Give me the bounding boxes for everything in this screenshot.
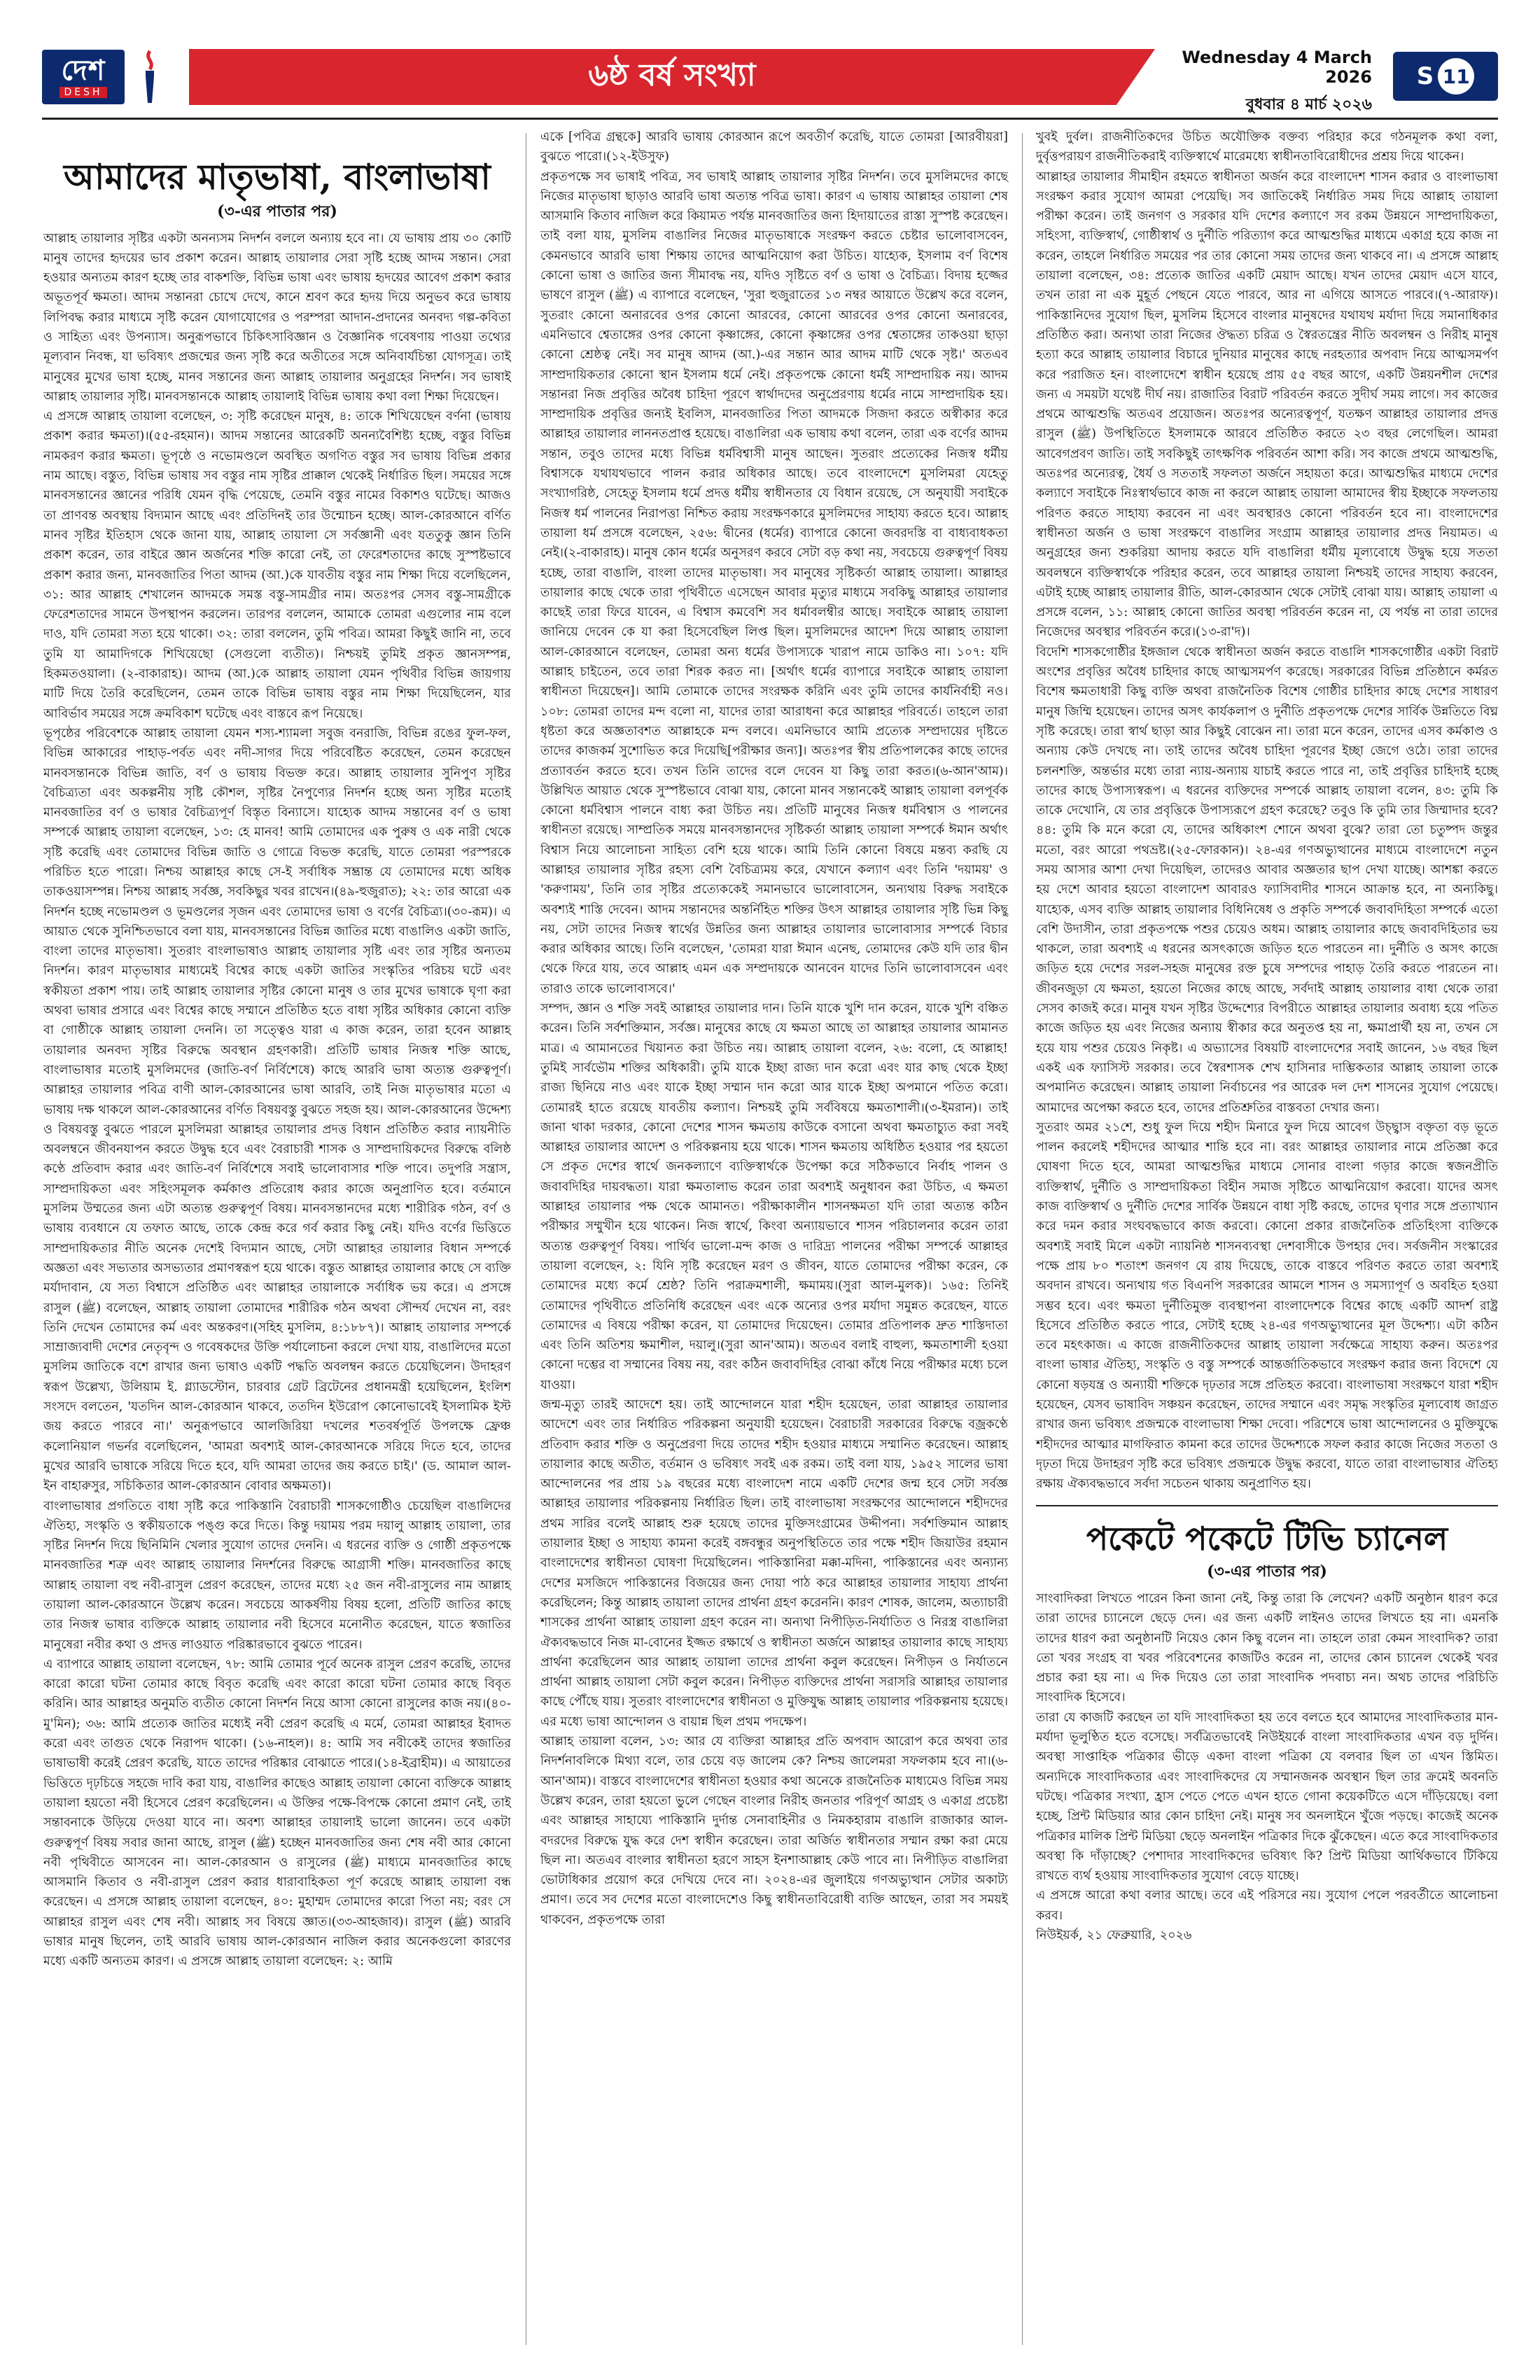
masthead: [42, 46, 1498, 113]
paragraph: এ প্রসঙ্গে আল্লাহ তায়ালা বলেছেন, ৩: সৃষ্টি করেছেন মানুষ, ৪: তাকে শিখিয়েছেন বর্ণনা (ভাষায় প্রকাশ করার ক্ষমতা)।(৫৫-রহমান)। আদম সন্তানের আরেকটি অনন্যবৈশিষ্ট্য হচ্ছে, বস্তুর বিভিন্ন নামকরণ করার ক্ষমতা। ভূপৃষ্ঠে ও নভোমণ্ডলে অবস্থিত অগণিত বস্তুর সব ভাষায় বিভিন্ন প্রকার নাম আছে। বস্তুত, বিভিন্ন ভাষায় সব বস্তুর নাম সৃষ্টির প্রাক্কাল থেকেই নির্ধারিত ছিল। সময়ের সঙ্গে মানবসন্তানের জ্ঞানের পরিধি যেমন বৃদ্ধি পেয়েছে, তেমনি বস্তুর নামের বিকাশও ঘটেছে। আজও তা প্রাণবন্ত অবস্থায় বিদ্যমান আছে এবং প্রতিদিনই তার উন্মোচন হচ্ছে। আল-কোরআনে বর্ণিত মানব সৃষ্টির ইতিহাস থেকে জানা যায়, আল্লাহ তায়ালা সে সর্বজ্ঞানী এবং যততুকু জ্ঞান তিনি প্রকাশ করেন, তার বাইরে জ্ঞান অর্জনের শক্তি কারো নেই, তা ফেরেশতাদের কাছে সুস্পষ্টভাবে প্রকাশ করার জন্য, মানবজাতির পিতা আদম (আ.)কে যাবতীয় বস্তুর নাম শিক্ষা দিয়ে বলেছিলেন, ৩১: আর আল্লাহ শেখালেন আদমকে সমস্ত বস্তু-সামগ্রীর নাম। অতঃপর সেসব বস্তু-সামগ্রীকে ফেরেশতাদের সামনে উপস্থাপন করলেন। তারপর বললেন, আমাকে তোমরা এগুলোর নাম বলে দাও, যদি তোমরা সত্য হয়ে থাকো। ৩২: তারা বললেন, তুমি পবিত্র। আমরা কিছুই জানি না, তবে তুমি যা আমাদিগকে শিখিয়েছো (সেগুলো ব্যতীত)। নিশ্চয়ই তুমিই প্রকৃত জ্ঞানসম্পন্ন, হিকমতওয়ালা। (২-বাকারাহ)। আদম (আ.)কে আল্লাহ তায়ালা যেমন পৃথিবীর বিভিন্ন জায়গায় মাটি দিয়ে তৈরি করেছিলেন, তেমন তাকে বিভিন্ন ভাষায় বস্তুর নাম শিক্ষা দিয়েছিলেন, যার আবির্ভাব সময়ের সঙ্গে ক্রমবিকাশ ঘটেছে এবং বাস্তবে রূপ নিয়েছে।: [43, 410, 511, 721]
dateline: [1162, 48, 1372, 118]
second-article-headline: পকেটে পকেটে টিভি চ্যানেল: [1086, 1520, 1448, 1558]
column-1: [43, 127, 511, 1972]
paragraph: একে [পবিত্র গ্রন্থকে] আরবি ভাষায় কোরআন রূপে অবতীর্ণ করেছি, যাতে তোমরা [আরবীয়রা] বুঝতে পারো।(১২-ইউসুফ): [540, 130, 1008, 164]
article-dateline: নিউইয়র্ক, ২১ ফেব্রুয়ারি, ২০২৬: [1036, 1928, 1192, 1943]
column-divider: [1022, 133, 1023, 2345]
paragraph: আল্লাহ তায়ালা বলেন, ১৩: আর যে ব্যক্তিরা আল্লাহর প্রতি অপবাদ আরোপ করে অথবা তার নিদর্শনাবলিকে মিথ্যা বলে, তার চেয়ে বড় জালেম কে? নিশ্চয় জালেমরা সফলকাম হবে না।(৬-আন'আম)। বাস্তবে বাংলাদেশের স্বাধীনতা হওয়ার কথা অনেকে রাজনৈতিক মাধ্যমেও বিভিন্ন সময় উল্লেখ করেন, তারা হয়তো ভুলে গেছেন বাংলার নিরীহ জনতার পরিপূর্ণ আগ্রহ ও একাগ্র প্রচেষ্টা এবং আল্লাহর সাহায্যে পাকিস্তানি দুর্দান্ত সেনাবাহিনীর ও নিমকহারাম বাঙালি রাজাকার আল-বদরদের বিরুদ্ধে যুদ্ধ করে দেশ স্বাধীন করেছেন। তারা অর্জিত স্বাধীনতার সম্মান রক্ষা করা মেয়ে ছিল না। অতএব বাংলার স্বাধীনতা হরণে সাহস ইনশাআল্লাহ কেউ পাবে না। নিপীড়িত বাঙালিরা ভোটাধিকার প্রয়োগ করে দেখিয়ে দেবে না। ২০২৪-এর জুলাইয়ে গণঅভ্যুত্থান সেটার অকাট্য প্রমাণ। তবে সব দেশের মতো বাংলাদেশেও কিছু স্বাধীনতাবিরোধী ব্যক্তি আছেন, তারা সব সময়ই থাকবেন, প্রকৃতপক্ষে তারা: [540, 1735, 1008, 1927]
article-separator: [1036, 1505, 1498, 1506]
paragraph: বিদেশি শাসকগোষ্ঠীর ইঙ্গজাল থেকে স্বাধীনতা অর্জন করতে বাঙালি শাসকগোষ্ঠীর একটা বিরাট অংশের প্রবৃত্তির অবৈধ চাহিদার কাছে আত্মসমর্পণ করেছে। সরকারের বিভিন্ন প্রতিষ্ঠানে কর্মরত বিশেষ ক্ষমতাধারী কিছু ব্যক্তি অথবা রাজনৈতিক বিশেষ গোষ্ঠীর চাহিদার কাছে দেশের সাধারণ মানুষ জিম্মি হয়েছেন। তাদের অসৎ কার্যকলাপ ও দুর্নীতি প্রকৃতপক্ষে দেশের সার্বিক উন্নতিতে বিঘ্ন সৃষ্টি করেছে। তারা স্বার্থ ছাড়া আর কিছুই বোঝেন না। তারা মনে করেন, তাদের এসব কর্মকাণ্ড ও অন্যায় কেউ দেখছে না। তাই তাদের অবৈধ চাহিদা পূরণের ইচ্ছা জেগে ওঠে। তারা তাদের চলনশক্তি, অন্তর্ভার মধ্যে তারা ন্যায়-অন্যায় যাচাই করতে পারে না, তাই প্রবৃত্তির চাহিদাই হচ্ছে তাদের কাছে উপাস্যস্বরূপ। এ ধরনের ব্যক্তিদের সম্পর্কে আল্লাহ তায়ালা বলেন, ৪৩: তুমি কি তাকে দেখোনি, যে তার প্রবৃত্তিকে উপাস্যরূপে গ্রহণ করেছে? তবুও কি তুমি তার জিম্মাদার হবে? ৪৪: তুমি কি মনে করো যে, তাদের অধিকাংশ শোনে অথবা বুঝে? তারা তো চতুষ্পদ জন্তুর মতো, বরং আরো পথভ্রষ্ট।(২৫-ফোরকান)। ২৪-এর গণঅভ্যুত্থানের মাধ্যমে বাংলাদেশে নতুন সময় আসার আশা দেখা দিয়েছিল, তাদেরও আবার অজ্ঞতার ছাপ দেখা যাচ্ছে। আশঙ্কা করতে হয় দেশে আবার হয়তো বাংলাদেশ আবারও ফ্যাসিবাদীর শাসনে আক্রান্ত হবে, না অন্যকিছু। যাহ্যেক, এসব ব্যক্তি আল্লাহ তায়ালার বিধিনিষেধ ও প্রকৃতি সম্পর্কে জবাবদিহিতা সম্পর্কে এতো বেশি উদাসীন, তারা প্রকৃতপক্ষে পশুর চেয়েও অধম। আল্লাহ তায়ালার কাছে জবাবদিহিতার ভয় থাকলে, তারা অবশ্যই এ ধরনের অসৎকাজে জড়িত হতে পারতেন না। দুর্নীতি ও অসৎ কাজে জড়িত হয়ে দেশের সরল-সহজ মানুষের রক্ত চুষে সম্পদের পাহাড় তৈরি করতে পারতেন না। জীবনজুড়া যে ক্ষমতা, হয়তো নিজের কাছে আছে, সর্বদাই আল্লাহ তায়ালার বাধা থেকে তারা সেসব কাজই করে। মানুষ যখন সৃষ্টির উদ্দেশ্যের বিপরীতে আল্লাহর তায়ালার অবাধ্য হয়ে পতিত কাজে জড়িত হয় এবং নিজের অন্যায় স্বীকার করে অনুতপ্ত হয় না, ক্ষমাপ্রার্থী হয় না, তখন সে হয়ে যায় পশুর চেয়েও নিকৃষ্ট। এ অভ্যাসের বিষয়টি বাংলাদেশের সবাই জানেন, ১৬ বছর ছিল একই এক ফ্যাসিস্ট সরকার। তবে স্বৈরশাসক শেখ হাসিনার দাম্ভিকতার আল্লাহ তায়ালা তাকে অপমানিত করেছেন। আল্লাহ তায়ালা নির্বাচনের পর আরেক দল দেশ শাসনের সুযোগ পেয়েছে। আমাদের অপেক্ষা করতে হবে, তাদের প্রতিশ্রুতির বাস্তবতা দেখার জন্য।: [1036, 645, 1498, 1115]
paragraph: খুবই দুর্বল। রাজনীতিকদের উচিত অযৌক্তিক বক্তব্য পরিহার করে গঠনমূলক কথা বলা, দুর্বৃত্তপরায়ণ রাজনীতিকরাই ব্যক্তিস্বার্থে মারেমধ্যে স্বাধীনতাবিরোধীদের প্রশ্রয় দিয়ে থাকেন।: [1036, 130, 1498, 164]
page-number: 11: [1438, 58, 1474, 94]
page-number-badge: [1393, 52, 1498, 101]
paragraph: সম্পদ, জ্ঞান ও শক্তি সবই আল্লাহর তায়ালার দান। তিনি যাকে খুশি দান করেন, যাকে খুশি বঞ্চিত করেন। তিনি সর্বশক্তিমান, সর্বজ্ঞ। মানুষের কাছে যে ক্ষমতা আছে তা আল্লাহর তায়ালার আমানত মাত্র। এ আমানতের খিয়ানত করা উচিত নয়। আল্লাহ তায়ালা বলেন, ২৬: বলো, হে আল্লাহ! তুমিই সার্বভৌম শক্তির অধিকারী। তুমি যাকে ইচ্ছা রাজ্য দান করো এবং যার কাছ থেকে ইচ্ছা রাজ্য ছিনিয়ে নাও এবং যাকে ইচ্ছা সম্মান দান করো আর যাকে ইচ্ছা অপমানে পতিত করো। তোমারই হাতে রয়েছে যাবতীয় কল্যাণ। নিশ্চয়ই তুমি সর্ববিষয়ে ক্ষমতাশালী।(৩-ইমরান)। তাই জানা থাকা দরকার, কোনো দেশের শাসন ক্ষমতায় কাউকে বসানো অথবা ক্ষমতাচ্যুত করা সবই আল্লাহর তায়ালার আদেশ ও পরিকল্পনায় হয়ে থাকে। শাসন ক্ষমতায় অধিষ্ঠিত হওয়ার পর হয়তো সে প্রকৃত দেশের স্বার্থে জনকল্যাণে ব্যক্তিস্বার্থকে উপেক্ষা করে সঠিকভাবে নির্বাহ পালন ও জবাবদিহির দায়বদ্ধতা। যারা ক্ষমতালাভ করেন তারা অবশ্যই অনুধাবন করা উচিত, এ ক্ষমতা আল্লাহর তায়ালার পক্ষ থেকে আমানত। পরীক্ষাকালীন শাসনক্ষমতা যদি তারা অত্যন্ত কঠিন পরীক্ষার সম্মুখীন হয়ে থাকেন। নিজ স্বার্থে, কিংবা অন্যায়ভাবে শাসন পরিচালনার করেন তারা অত্যন্ত গুরুত্বপূর্ণ বিষয়। পার্থিব ভালো-মন্দ কাজ ও দারিদ্র্য পালনের পরীক্ষা সম্পর্কে আল্লাহর তায়ালা বলেছেন, ২: যিনি সৃষ্টি করেছেন মরণ ও জীবন, যাতে তোমাদের পরীক্ষা করেন, কে তোমাদের মধ্যে কর্মে শ্রেষ্ঠ? তিনি পরাক্রমশালী, ক্ষমাময়।(সুরা আল-মুলক)। ১৬৫: তিনিই তোমাদের পৃথিবীতে প্রতিনিধি করেছেন এবং একে অন্যের ওপর মর্যাদা সমুন্নত করেছেন, যাতে তোমাদের এ বিষয়ে পরীক্ষা করেন, যা তোমাদের দিয়েছেন। তোমার প্রতিপালক দ্রুত শাস্তিদাতা এবং তিনি অতিশয় ক্ষমাশীল, দয়ালু।(সুরা আন'আম)। অতএব বলাই বাহুল্য, ক্ষমতাশালী হওয়া কোনো দম্ভের বা সম্মানের বিষয় নয়, বরং কঠিন জবাবদিহির বোঝা কাঁধে নিয়ে পরীক্ষার মধ্যে চলে যাওয়া।: [540, 1002, 1008, 1392]
logo: [42, 46, 182, 108]
paragraph: আল্লাহর তায়ালার সীমাহীন রহমতে স্বাধীনতা অর্জন করে বাংলাদেশ শাসন করার ও বাংলাভাষা সংরক্ষণ করার সুযোগ আমরা পেয়েছি। সব জাতিকেই নির্ধারিত সময় দিয়ে আল্লাহ তায়ালা পরীক্ষা করেন। তাই জনগণ ও সরকার যদি দেশের কল্যাণে সব রকম উন্নয়নে সাম্প্রদায়িকতা, সহিংসা, ব্যক্তিস্বার্থ, গোষ্ঠীস্বার্থ ও দুর্নীতি পরিত্যাগ করে আত্মশুদ্ধির মাধ্যমে একাগ্র হয়ে কাজ না করেন, তাহলে নির্ধারিত সময়ের পর তার কোনো সময় তাদের জন্য থাকবে না। এ প্রসঙ্গে আল্লাহ তায়ালা বলেছেন, ৩৪: প্রত্যেক জাতির একটি মেয়াদ আছে। যখন তাদের মেয়াদ এসে যাবে, তখন তারা না এক মুহূর্ত পেছনে যেতে পারবে, আর না এগিয়ে আসতে পারবে।(৭-আরাফ)। পাকিস্তানিদের সুযোগ ছিল, মুসলিম হিসেবে বাংলার মানুষদের যথাযথ মর্যাদা দিয়ে সমানাধিকার প্রতিষ্ঠিত করা। অন্যথা তারা নিজের ঔদ্ধত্য চরিত্র ও স্বৈরতন্ত্রের নীতি অবলম্বন ও নিরীহ মানুষ হত্যা করে আল্লাহ তায়ালার বিচারে দুনিয়ার মানুষের কাছে নরহত্যার অপবাদ নিয়ে আত্মসমর্পণ করে পরাজিত হন। বাংলাদেশে স্বাধীন হয়েছে প্রায় ৫৫ বছর আগে, একটি উন্নয়নশীল দেশের জন্য এ সময়টা যথেষ্ট দীর্ঘ নয়। রাজাতির বিরাট পরিবর্তন করতে সুদীর্ঘ সময় লাগে। সব কাজের প্রথমে আত্মশুদ্ধি অতএব প্রয়োজন। অতঃপর অন্যেরত্বপূর্ণ, যতক্ষণ আল্লাহর তায়ালার প্রদত্ত রাসুল (ﷺ) উপস্থিতিতে ইসলামকে আরবে প্রতিষ্ঠিত করতে ২৩ বছর লেগেছিল। আমরা আবেগপ্রবণ জাতি। তাই সবকিছুই তাৎক্ষণিক পরিবর্তন আশা করি। সব কাজে প্রথমে আত্মশুদ্ধি, অতঃপর অন্যেরত্ব, ধৈর্য ও সততাই সফলতা অর্জনে সহায়তা করে। আত্মশুদ্ধির মাধ্যমে দেশের কল্যাণে সবাইকে নিঃস্বার্থভাবে কাজ না করলে আল্লাহ তায়ালা আমাদের স্বীয় ইচ্ছাকে সফলতায় পরিণত করতে সাহায্য করবেন না এবং অবস্থারও কোনো পরিবর্তন হবে না। বাংলাদেশের স্বাধীনতা অর্জন ও ভাষা সংরক্ষণে বাঙালির সংগ্রাম আল্লাহর তায়ালার প্রদত্ত নিয়ামত। এ অনুগ্রহের জন্য শুকরিয়া আদায় করতে যদি বাঙালিরা ধর্মীয় মূল্যবোধে উদ্বুদ্ধ হয়ে সততা অবলম্বনে ব্যক্তিস্বার্থকে পরিহার করেন, তবে আল্লাহর তায়ালা নিশ্চয়ই তাদের সাহায্য করবেন, এটাই হচ্ছে আল্লাহ তায়ালার রীতি, আল-কোরআন থেকে সেটাই বোঝা যায়। আল্লাহ তায়ালা এ প্রসঙ্গে বলেন, ১১: আল্লাহ কোনো জাতির অবস্থা পরিবর্তন করেন না, যে পর্যন্ত না তারা তাদের নিজেদের অবস্থার পরিবর্তন করে।(১৩-রা'দ)।: [1036, 169, 1498, 640]
issue-banner: [189, 49, 1155, 105]
column-2: [540, 127, 1008, 1930]
paragraph: তারা যে কাজটি করছেন তা যদি সাংবাদিকতা হয় তবে বলতে হবে আমাদের সাংবাদিকতার মান-মর্যাদা ভূলুণ্ঠিত হতে বসেছে। সর্বত্রিতভাবেই নিউইয়র্কে বাংলা সাংবাদিকতার এখন বড় দুর্দিন। অবস্থা সাপ্তাহিক পত্রিকার ভীড়ে একদা বাংলা পত্রিকা যে বলবার ছিল তা এখন স্তিমিত। অন্যদিকে সাংবাদিকতার এবং সাংবাদিকদের যে সম্মানজনক অবস্থান ছিল তার ক্রমেই অবনতি ঘটছে। পত্রিকার সংখ্যা, হ্রাস পেতে পেতে এখন হাতে গোনা কয়েকটিতে এসে দাঁড়িয়েছে। বলা হচ্ছে, প্রিন্ট মিডিয়ার আর কোন চাহিদা নেই। মানুষ সব অনলাইনে খুঁজে পড়ছে। কাজেই অনেক পত্রিকার মালিক প্রিন্ট মিডিয়া ছেড়ে অনলাইন পত্রিকার দিকে ঝুঁকেছেন। এতে করে সাংবাদিকতার অবস্থা কি দাঁড়াচ্ছে? পেশাদার সাংবাদিকদের ভবিষ্যৎ কি? প্রিন্ট মিডিয়া আর্থিকভাবে টিকিয়ে রাখতে ব্যর্থ হওয়ায় সাংবাদিকতার সুযোগ বেড়ে যাচ্ছে।: [1036, 1710, 1498, 1884]
logo-wordmark: দেশ: [61, 54, 106, 87]
paragraph: সুতরাং অমর ২১শে, শুধু ফুল দিয়ে শহীদ মিনারে ফুল দিয়ে আবেগ উচ্ছ্বাস বক্তৃতা বড় ভূতে পালন করলেই শহীদদের আত্মার শান্তি হবে না। বরং আল্লাহর তায়ালার নামে প্রতিজ্ঞা করে ঘোষণা দিতে হবে, আমরা আত্মশুদ্ধির মাধ্যমে সোনার বাংলা গড়ার কাজে স্বজনপ্রীতি ব্যক্তিস্বার্থ, দুর্নীতি ও সাম্প্রদায়িকতা বিহীন সমাজ সৃষ্টিতে আত্মনিয়োগ করবো। যাদের অসৎ কাজ ব্যক্তিস্বার্থ ও দুর্নীতি দেশের সার্বিক উন্নয়নে বাধা সৃষ্টি করছে, তাদের ঘৃণার সঙ্গে প্রত্যাখ্যান করে দমন করার সংঘবদ্ধভাবে কাজ করবো। কোনো প্রকার রাজনৈতিক প্রতিহিংসা ব্যক্তিকে অবশ্যই সবাই মিলে একটা ন্যায়নিষ্ঠ শাসনব্যবস্থা দেশবাসীকে উপহার দেব। সর্বজনীন সংস্কারের পক্ষে প্রায় ৮০ শতাংশ জনগণ যে রায় দিয়েছে, তাকে বাস্তবে পরিণত করতে তারা অবশ্যই অবদান রাখবে। অন্যথায় গত বিএনপি সরকারের আমলে শাসন ও সমস্যাপূর্ণ ও অবহিত হওয়া সম্ভব হবে। এবং ক্ষমতা দুর্নীতিমুক্ত ব্যবস্থাপনা বাংলাদেশকে বিশ্বের কাছে একটি আদর্শ রাষ্ট্র হিসেবে প্রতিষ্ঠিত করতে পারে, সেটাই হচ্ছে ২৪-এর গণঅভ্যুত্থানের মূল উদ্দেশ্য। এটা কঠিন তবে মহৎকাজ। এ কাজে রাজনীতিকদের আল্লাহ তায়ালা সর্বক্ষেত্রে সাহায্য করুন। অতঃপর বাংলা ভাষার ঐতিহ্য, সংস্কৃতি ও বস্তু সম্পর্কে আন্তর্জাতিকভাবে সংরক্ষণ করার জন্য বিদেশে যে কোনো ষড়যন্ত্র ও অন্যায়ী শক্তিকে দৃঢ়তার সঙ্গে প্রতিহত করবো। বাংলাভাষা সংরক্ষণে যারা শহীদ হয়েছেন, যেসব ভাষাবিদ সঞ্চয়ন করেছেন, তাদের সম্মানে এবং সমৃদ্ধ সংস্কৃতির মূল্যবোধ জাগ্রত রাখার জন্য ভবিষ্যৎ প্রজন্মকে বাংলাভাষা শিক্ষা দেবো। পরিশেষে ভাষা আন্দোলনের ও মুক্তিযুদ্ধে শহীদদের আত্মার মাগফিরাত কামনা করে তাদের উদ্দেশ্যকে সফল করার কাজে নিজের সততা ও দৃঢ়তা দিয়ে উদাহরণ সৃষ্টি করে ভবিষ্যৎ প্রজন্মকে উদ্বুদ্ধ করবো, যাতে তারা বাংলাভাষার ঐতিহ্য রক্ষায় ঐক্যবদ্ধভাবে সর্বদা সচেতন থাকায় অনুপ্রাণিত হয়।: [1036, 1120, 1498, 1492]
torch-icon: [130, 48, 169, 106]
date-bangla: বুধবার ৪ মার্চ ২০২৬: [1245, 96, 1372, 113]
logo-subtitle: DESH: [59, 87, 106, 98]
paragraph: এ ব্যাপারে আল্লাহ তায়ালা বলেছেন, ৭৮: আমি তোমার পূর্বে অনেক রাসুল প্রেরণ করেছি, তাদের কারো কারো ঘটনা তোমার কাছে বিবৃত করেছি এবং কারো কারো ঘটনা তোমার কাছে বিবৃত করিনি। আর আল্লাহর অনুমতি ব্যতীত কোনো নিদর্শন নিয়ে আসা কোনো রাসুলের কাজ নয়।(৪০-মু'মিন); ৩৬: আমি প্রত্যেক জাতির মধ্যেই নবী প্রেরণ করেছি এ মর্মে, তোমরা আল্লাহর ইবাদত করো এবং তাগুত থেকে নিরাপদ থাকো। (১৬-নাহল)। ৪: আমি সব নবীকেই তাদের স্বজাতির ভাষাভাষী করেই প্রেরণ করেছি, যাতে তাদের পরিষ্কার বোঝাতে পারে।(১৪-ইব্রাহীম)। এ আয়াতের ভিত্তিতে দৃঢ়চিত্তে সহজে দাবি করা যায়, বাঙালির কাছেও আল্লাহ তায়ালা কোনো ব্যক্তিকে আল্লাহ তায়ালা হয়তো নবী হিসেবে প্রেরণ করেছিলেন। এ উক্তির পক্ষে-বিপক্ষে কোনো প্রমাণ নেই, তাই সন্তাবনাকে উড়িয়ে দেওয়া যাবে না। অবশ্য আল্লাহর তায়ালাই ভালো জানেন। তবে একটা গুরুত্বপূর্ণ বিষয় সবার জানা আছে, রাসুল (ﷺ) হচ্ছেন মানবজাতির জন্য শেষ নবী আর কোনো নবী পৃথিবীতে আসবেন না। আল-কোরআন ও রাসুলের (ﷺ) মাধ্যমে মানবজাতির কাছে আসমানি কিতাব ও নবী-রাসুল প্রেরণ করার ধারাবাহিকতা পূর্ণ করেছে আল্লাহ তায়ালা বন্ধ করেছেন। এ প্রসঙ্গে আল্লাহ তায়ালা বলেছেন, ৪০: মুহাম্মদ তোমাদের কারো পিতা নয়; বরং সে আল্লাহর রাসুল এবং শেষ নবী। আল্লাহ সব বিষয়ে জ্ঞাত।(৩৩-আহজাব)। রাসুল (ﷺ) আরবি ভাষার মানুষ ছিলেন, তাই আরবি ভাষায় আল-কোরআন নাজিল করার অনেকগুলো কারণের মধ্যে একটি অন্যতম কারণ। এ প্রসঙ্গে আল্লাহ তায়ালা বলেছেন: ২: আমি: [43, 1657, 511, 1969]
date-english: Wednesday 4 March 2026: [1182, 48, 1372, 87]
logo-box: [42, 50, 125, 104]
paragraph: সাংবাদিকরা লিখতে পারেন কিনা জানা নেই, কিন্তু তারা কি লেখেন? একটি অনুষ্ঠান ধারণ করে তারা তাদের চ্যানেলে ছেড়ে দেন। এর জন্য একটি লাইনও তাদের লিখতে হয় না। এমনকি তাদের ধারণ করা অনুষ্ঠানটি নিয়েও কোন কিছু বলেন না। তাহলে তারা কেমন সাংবাদিক? তারা তো খবর সংগ্রহ বা খবর পরিবেশনের কাজটিও করেন না, তাদের কোন চ্যানেল থেকেই খবর প্রচার করা হয় না। এ দিক দিয়েও তো তারা সাংবাদিক পদবাচ্য নন। অথচ তাদের পরিচিতি সাংবাদিক হিসেবে।: [1036, 1591, 1498, 1705]
paragraph: আল্লাহ তায়ালার সৃষ্টির একটা অনন্যসম নিদর্শন বললে অন্যায় হবে না। যে ভাষায় প্রায় ৩০ কোটি মানুষ তাদের হৃদয়ের ভাব প্রকাশ করেন। আল্লাহ তায়ালার সেরা সৃষ্টি হচ্ছে আদম সন্তান। সেরা হওয়ার অন্যতম কারণ হচ্ছে তার বাকশক্তি, বিভিন্ন ভাষা এবং ভাষায় হৃদয়ের আবেগ প্রকাশ করার অভূতপূর্ব ক্ষমতা। আদম সন্তানরা চোখে দেখে, কানে শ্রবণ করে হৃদয় দিয়ে অনুভব করে ভাষায় লিপিবদ্ধ করার মাধ্যমে সৃষ্টি করেন যোগাযোগের ও পরম্পরা আদান-প্রদানের অনবদ্য গল্প-কবিতা ও সাহিত্য এবং উপন্যাস। অনুরূপভাবে চিকিৎসাবিজ্ঞান ও বৈজ্ঞানিক গবেষণায় পাওয়া তথ্যের মূল্যবান নিবন্ধ, যা ভবিষ্যৎ প্রজন্মের জন্য সৃষ্টি করে অতীতের সঙ্গে অনিবার্যচিন্তা যোগসূত্র। তাই মানুষের মুখের ভাষা হচ্ছে, মানব সন্তানের জন্য আল্লাহ তায়ালার অনুগ্রহের নিদর্শন। সব ভাষাই আল্লাহ তায়ালার সৃষ্টি। মানবসন্তানকে আল্লাহ তায়ালাই বিভিন্ন ভাষায় কথা বলা শিক্ষা দিয়েছেন।: [43, 231, 511, 404]
paragraph: জন্ম-মৃত্যু তারই আদেশে হয়। তাই আন্দোলনে যারা শহীদ হয়েছেন, তারা আল্লাহর তায়ালার আদেশে এবং তার নির্ধারিত পরিকল্পনা অনুযায়ী হয়েছেন। বৈরাচারী সরকারের বিরুদ্ধে বজ্রকণ্ঠে প্রতিবাদ করার শক্তি ও অনুপ্রেরণা দিয়ে তাদের শহীদ হওয়ার মাধ্যমে সম্মানিত করেছেন। আল্লাহ তায়ালার কাছে অতীত, বর্তমান ও ভবিষ্যৎ সবই এক রকম। তাই বলা যায়, ১৯৫২ সালের ভাষা আন্দোলনের পর প্রায় ১৯ বছরের মধ্যে বাংলাদেশ নামে একটি দেশের জন্ম হবে সেটা সর্বজ্ঞ আল্লাহর তায়ালার পরিকল্পনায় নির্ধারিত ছিল। তাই বাংলাভাষা সংরক্ষণের আন্দোলনে শহীদদের প্রথম সারির বলেই আল্লাহ শুরু হয়েছে তাদের মুক্তিসংগ্রামের উদ্দীপনা। সর্বশক্তিমান আল্লাহ তায়ালার ইচ্ছা ও সাহায্য কামনা করেই বঙ্গবন্ধুর অনুপস্থিতিতে তার পক্ষে শহীদ জিয়াউর রহমান বাংলাদেশের স্বাধীনতা ঘোষণা দিয়েছিলেন। পাকিস্তানিরা মক্কা-মদিনা, পাকিস্তানের এবং অন্যান্য দেশের মসজিদে পাকিস্তানের বিজয়ের জন্য দোয়া পাঠ করে আল্লাহর তায়ালার সাহায্য প্রার্থনা করেছিলেন; কিন্তু আল্লাহ তায়ালা তাদের প্রার্থনা গ্রহণ করেননি। কারণ শোষক, জালেম, অত্যাচারী শাসকের প্রার্থনা আল্লাহ তায়ালা গ্রহণ করেন না। অন্যথা নিপীড়িত-নির্যাতিত ও নিরস্ত্র বাঙালিরা ঐক্যবদ্ধভাবে নিজ মা-বোনের ইজ্জত রক্ষার্থে ও স্বাধীনতা অর্জনে আল্লাহর তায়ালার কাছে সাহায্য প্রার্থনা করেছিলেন আর আল্লাহ তায়ালা তাদের প্রার্থনা কবুল করেছেন। নিপীড়ন ও নির্যাতনে প্রার্থনা আল্লাহ তায়ালা সেটা কবুল করেন। নিপীড়ত ব্যক্তিদের প্রার্থনা সরাসরি আল্লাহর তায়ালার কাছে পৌঁছে যায়। সুতরাং বাংলাদেশের স্বাধীনতা ও মুক্তিযুদ্ধ আল্লাহ তায়ালার পরিকল্পনায় হয়েছে। এর মধ্যে ভাষা আন্দোলন ও বায়ান্ন ছিল প্রথম পদক্ষেপ।: [540, 1398, 1008, 1729]
article-headline: আমাদের মাতৃভাষা, বাংলাভাষা: [64, 156, 491, 197]
article-continuation-note: (৩-এর পাতার পর): [217, 202, 337, 220]
paragraph: বাংলাভাষার প্রগতিতে বাধা সৃষ্টি করে পাকিস্তানি বৈরাচারী শাসকগোষ্ঠীও চেয়েছিল বাঙালিদের ঐতিহ্য, সংস্কৃতি ও স্বকীয়তাকে পঙ্গু করে দিতে। কিন্তু দয়াময় পরম দয়ালু আল্লাহ তায়ালা, তার সৃষ্টির নিদর্শন দিয়ে ছিনিমিনি খেলার সুযোগ তাদের দেননি। এ ধরনের ব্যক্তি ও গোষ্ঠী প্রকৃতপক্ষে মানবজাতির শত্রু এবং আল্লাহ তায়ালার নিদর্শনের বিরুদ্ধে আগ্রাসী শক্তি। মানবজাতির কাছে আল্লাহ তায়ালা বহু নবী-রাসুল প্রেরণ করেছেন, তাদের মধ্যে ২৫ জন নবী-রাসুলের নাম আল্লাহ তায়ালা আল-কোরআনে উল্লেখ করেন। সবচেয়ে আকর্ষণীয় বিষয় হলো, প্রতিটি জাতির কাছে তার নিজস্ব ভাষার ব্যক্তিকে আল্লাহ তায়ালার নবী হিসেবে মনোনীত করেছেন, যাতে স্বজাতির মানুষেরা নবীর কথা ও প্রদত্ত লাওয়াত পরিষ্কারভাবে বুঝতে পারেন।: [43, 1499, 511, 1652]
section-letter: S: [1416, 62, 1434, 90]
paragraph: প্রকৃতপক্ষে সব ভাষাই পবিত্র, সব ভাষাই আল্লাহ তায়ালার সৃষ্টির নিদর্শন। তবে মুসলিমদের কাছে নিজের মাতৃভাষা ছাড়াও আরবি ভাষা অত্যন্ত পবিত্র ভাষা। কারণ এ ভাষায় আল্লাহর তায়ালা শেষ আসমানি কিতাব নাজিল করে কিয়ামত পর্যন্ত মানবজাতির জন্য হিদায়াতের রাস্তা সুস্পষ্ট করেছেন। তাই বলা যায়, মুসলিম বাঙালির নিজের মাতৃভাষাকে সংরক্ষণ করতে চেষ্টার ভালোবাসবেন, কেমনভাবে আরবি ভাষা শিক্ষায় তাদের আত্মনিয়োগ করা উচিত। যাহ্যেক, ইসলাম বর্ণ বিশেষ কোনো ভাষা ও জাতির জন্য সীমাবদ্ধ নয়, যদিও সৃষ্টিতে বর্ণ ও ভাষা ও বৈচিত্র্য। বিদায় হজ্জের ভাষণে রাসুল (ﷺ) এ ব্যাপারে বলেছেন, 'সুরা হুজুরাতের ১৩ নম্বর আয়াতে উল্লেখ করে বলেন, সুতরাং কোনো অনারবের ওপর কোনো আরবের, কোনো আরবের ওপর কোনো অনারবের, এমনিভাবে শ্বেতাঙ্গের ওপর কোনো কৃষ্ণাঙ্গের, কোনো কৃষ্ণাঙ্গের ওপর শ্বেতাঙ্গের তাকওয়া ছাড়া কোনো শ্রেষ্ঠত্ব নেই। সব মানুষ আদম (আ.)-এর সন্তান আর আদম মাটি থেকে সৃষ্ট।' অতএব সাম্প্রদায়িকতার কোনো স্থান ইসলাম ধর্মে নেই। প্রকৃতপক্ষে কোনো ধর্মই সাম্প্রদায়িক নয়। আদম সন্তানরা নিজ প্রবৃত্তির অবৈধ চাহিদা পূরণে স্বার্থাদদের অনুপ্রেরণায় ধর্মের নামে সাম্প্রদায়িক হয়। সাম্প্রদায়িক প্রবৃত্তির জন্যই ইবলিস, মানবজাতির পিতা আদমকে সিজদা করতে অস্বীকার করে আল্লাহর তায়ালার লাননতপ্রাপ্ত হয়েছে। বাঙালিরা এক ভাষায় কথা বলেন, তারা এক বর্ণের আদম সন্তান, তবুও তাদের মধ্যে বিভিন্ন ধর্মবিশ্বাসী মানুষ আছেন। সুতরাং প্রত্যেকের নিজস্ব ধর্মীয় বিশ্বাসকে যথাযথভাবে পালন করার অধিকার আছে। তবে বাংলাদেশে মুসলিমরা যেহেতু সংখ্যাগরিষ্ঠ, সেহেতু ইসলাম ধর্মে প্রদত্ত ধর্মীয় স্বাধীনতার যে বিধান রয়েছে, সে অনুযায়ী সবাইকে নিজস্ব ধর্ম পালনের নিরাপত্তা নিশ্চিত করায় সংরক্ষণকারে মুসলিমদের সাহায্য করতে হবে। আল্লাহ তায়ালা ধর্ম প্রসঙ্গে বলেছেন, ২৫৬: দ্বীনের (ধর্মের) ব্যাপারে কোনো জবরদস্তি বা বাধ্যবাধকতা নেই।(২-বাকারাহ)। মানুষ কোন ধর্মের অনুসরণ করবে সেটা বড় কথা নয়, সবচেয়ে গুরুত্বপূর্ণ বিষয় হচ্ছে, তারা বাঙালি, বাংলা তাদের মাতৃভাষা। সব মানুষের সৃষ্টিকর্তা আল্লাহ তায়ালা। আল্লাহর তায়ালার কাছে থেকে তারা পৃথিবীতে এসেছেন আবার মৃত্যুর মাধ্যমে সবকিছু আল্লাহর তায়ালার কাছেই তারা ফিরে যাবেন, এ বিশ্বাস কমবেশি সব ধর্মাবলম্বীর আছে। সবাইকে আল্লাহ তায়ালা জানিয়ে দেবেন কে যা করা হিসেবেছিল লিপ্ত ছিল। মুসলিমদের আদেশ দিয়ে আল্লাহ তায়ালা আল-কোরআনে বলেছেন, তোমরা অন্য ধর্মের উপাস্যকে খারাপ নামে ডাকিও না। ১০৭: যদি আল্লাহ চাইতেন, তবে তারা শিরক করত না। [অর্থাৎ ধর্মের ব্যাপারে সবাইকে আল্লাহ তায়ালা স্বাধীনতা দিয়েছেন]। আমি তোমাকে তাদের সংরক্ষক করিনি এবং তুমি তাদের কার্যনির্বাহী নও। ১০৮: তোমরা তাদের মন্দ বলো না, যাদের তারা আরাধনা করে আল্লাহর পরিবর্তে। তাহলে তারা ধৃষ্টতা করে অজ্ঞতাবশত আল্লাহকে মন্দ বলবে। এমনিভাবে আমি প্রত্যেক সম্প্রদায়ের দৃষ্টিতে তাদের কাজকর্ম সুশোভিত করে দিয়েছি[পরীক্ষার জন্য]। অতঃপর স্বীয় প্রতিপালকের কাছে তাদের প্রত্যাবর্তন করতে হবে। তখন তিনি তাদের বলে দেবেন যা কিছু তারা করত।(৬-আন'আম)। উল্লিখিত আয়াত থেকে সুস্পষ্টভাবে বোঝা যায়, কোনো মানব সন্তানকেই আল্লাহ তায়ালা বলপূর্বক কোনো ধর্মবিশ্বাস পালনে বাধ্য করা উচিত নয়। প্রতিটি মানুষের নিজস্ব ধর্মবিশ্বাস ও পালনের স্বাধীনতা রয়েছে। সাম্প্রতিক সময়ে মানবসন্তানদের সৃষ্টিকর্তা আল্লাহ তায়ালা সম্পর্কে ঈমান অর্থাৎ বিশ্বাস নিয়ে আলোচনা সাহিত্য বেশি হয়ে থাকে। আমি তিনি কোনো বিষয়ে মন্তব্য করছি যে আল্লাহর তায়ালার সৃষ্টির রহস্য বেশি বৈচিত্র্যময় করে, যেখানে কল্যাণ এবং তিনি 'দয়াময়' ও 'করুণাময়', তিনি তার সৃষ্টির প্রত্যেককেই সমানভাবে ভালোবাসেন, অন্যথায় বিরুদ্ধ সবাইকে অবশ্যই শাস্তি দেবেন। আদম সন্তানদের অন্তর্নিহিত শক্তির উৎস আল্লাহর তায়ালার সৃষ্টি ভিন্ন কিছু নয়, সেটা তাদের নিজস্ব স্বার্থের উন্নতির জন্য আল্লাহর তায়ালার ভালোবাসার সম্পর্কে বিচার করার অধিকার আছে। তিনি বলেছেন, 'তোমরা যারা ঈমান এনেছ, তোমাদের কেউ যদি তার দ্বীন থেকে ফিরে যায়, তবে আল্লাহ এমন এক সম্প্রদায়কে আনবেন যাদের তিনি ভালোবাসবেন এবং তারাও তাকে ভালোবাসবে।': [540, 169, 1008, 996]
paragraph: এ প্রসঙ্গে আরো কথা বলার আছে। তবে এই পরিসরে নয়। সুযোগ পেলে পরবর্তীতে আলোচনা করব।: [1036, 1889, 1498, 1923]
issue-title: ৬ষ্ঠ বর্ষ সংখ্যা: [588, 57, 756, 93]
column-3: [1036, 127, 1498, 1945]
second-article-continuation-note: (৩-এর পাতার পর): [1207, 1562, 1327, 1581]
header-rule: [42, 118, 1498, 120]
paragraph: ভূপৃষ্ঠের পরিবেশকে আল্লাহ তায়ালা যেমন শস্য-শ্যামলা সবুজ বনরাজি, বিভিন্ন রঙের ফুল-ফল, বিভিন্ন আকারের পাহাড়-পর্বত এবং নদী-সাগর দিয়ে পরিবেষ্টিত করেছেন, তেমন করেছেন মানবসন্তানকে বিভিন্ন জাতি, বর্ণ ও ভাষায় বিভক্ত করে। আল্লাহ তায়ালার সুনিপুণ সৃষ্টির বৈচিত্র্যতা এবং অকল্পনীয় সৃষ্টি কৌশল, সৃষ্টির নৈপুণ্যের নিদর্শন হচ্ছে অন্য সৃষ্টির মতোই মানবজাতির বর্ণ ও ভাষার বৈচিত্র্যপূর্ণ বিস্তৃত বিন্যাসে। যাহ্যেক আদম সন্তানের বর্ণ ও ভাষা সম্পর্কে আল্লাহ তায়ালা বলেছেন, ১৩: হে মানব! আমি তোমাদের এক পুরুষ ও এক নারী থেকে সৃষ্টি করেছি এবং তোমাদের বিভিন্ন জাতি ও গোত্রে বিভক্ত করেছি, যাতে তোমরা পরস্পরকে পরিচিত হতে পারো। নিশ্চয় আল্লাহর কাছে সে-ই সর্বাধিক সম্ভ্রান্ত যে তোমাদের মধ্যে অধিক তাকওয়াসম্পন্ন। নিশ্চয় আল্লাহ সর্বজ্ঞ, সবকিছুর খবর রাখেন।(৪৯-হুজুরাত); ২২: তার আরো এক নিদর্শন হচ্ছে নভোমণ্ডল ও ভূমণ্ডলের সৃজন এবং তোমাদের ভাষা ও বর্ণের বৈচিত্র্য।(৩০-রূম)। এ আয়াত থেকে সুনিশ্চিতভাবে বলা যায়, মানবসন্তানের বিভিন্ন জাতির মধ্যে বাঙালিও একটা জাতি, বাংলা তাদের মাতৃভাষা। সুতরাং বাংলাভাষাও আল্লাহ তায়ালার সৃষ্টি এবং তার সৃষ্টির অন্যতম নিদর্শন। কারণ মাতৃভাষার মাধ্যমেই বিশ্বের কাছে একটা জাতির সংস্কৃতির পরিচয় ঘটে এবং স্বকীয়তা প্রকাশ পায়। তাই আল্লাহ তায়ালার সৃষ্টির কোনো মানুষ ও তার মুখের ভাষাকে ঘৃণা করা অথবা ভাষার প্রসারে এবং বিশ্বের কাছে সম্মানে প্রতিষ্ঠিত হতে বাধা সৃষ্টির অধিকার কোনো ব্যক্তি বা গোষ্ঠীকে আল্লাহ তায়ালা দেননি। তা সত্ত্বেও যারা এ কাজ করেন, তারা হবেন আল্লাহ তায়ালার অনবদ্য সৃষ্টির বিরুদ্ধে অবস্থান গ্রহণকারী। প্রতিটি ভাষার নিজস্ব শক্তি আছে, বাংলাভাষার মতোই মুসলিমদের (জাতি-বর্ণ নির্বিশেষে) কাছে আরবি ভাষা অত্যন্ত গুরুত্বপূর্ণ। আল্লাহর তায়ালার পবিত্র বাণী আল-কোরআনের ভাষা আরবি, তাই নিজ মাতৃভাষার মতো এ ভাষায় দক্ষ থাকলে আল-কোরআনের বর্ণিত বিষয়বস্তু বুঝতে সহজ হয়। আল-কোরআনের উদ্দেশ্য ও বিষয়বস্তু বুঝতে পারলে মুসলিমরা আল্লাহর তায়ালার প্রদত্ত বিধান প্রতিষ্ঠিত করার ন্যায়নীতি অবলম্বনে জীবনযাপন করতে উদ্বুদ্ধ হবে এবং বৈরাচারী শাসক ও সাম্প্রদায়িকদের বিরুদ্ধে বলিষ্ঠ কণ্ঠে প্রতিবাদ করার এবং জাতি-বর্ণ নির্বিশেষে সবাই ভালোবাসার শক্তি পাবে। তদুপরি সন্ত্রাস, সাম্প্রদায়িকতা এবং সহিংসমূলক কর্মকাণ্ড প্রতিরোধ করার কাজে অনুপ্রাণিত হবে। বর্তমানে মুসলিম উম্মতের জন্য এটা অত্যন্ত গুরুত্বপূর্ণ বিষয়। মানবসন্তানদের মধ্যে শারীরিক গঠন, বর্ণ ও ভাষায় ব্যবধানে যে তফাত আছে, তাকে কেন্দ্র করে গর্ব করার কিছু নেই। যদিও বর্ণের ভিত্তিতে সাম্প্রদায়িকতার নীতি অনেক দেশেই বিদ্যমান আছে, সেটা আল্লাহর তায়ালার বিধান সম্পর্কে অজ্ঞতা এবং সভ্যতার অসভ্যতার প্রমাণস্বরূপ হয়ে থাকে। বস্তুত আল্লাহর তায়ালার কাছে সে ব্যক্তি মর্যাদাবান, যে সত্য বিশ্বাসে প্রতিষ্ঠিত এবং আল্লাহর তায়ালাকে সর্বাধিক ভয় করে। এ প্রসঙ্গে রাসুল (ﷺ) বলেছেন, আল্লাহ তায়ালা তোমাদের শারীরিক গঠন অথবা সৌন্দর্য দেখেন না, বরং তিনি দেখেন তোমাদের কর্ম এবং অন্তকরণ।(সহিহ মুসলিম, ৪:১৮৮৭)। আল্লাহ তায়ালার সম্পর্কে সাম্রাজ্যবাদী দেশের নেতৃবৃন্দ ও গবেষকদের উক্তি পর্যালোচনা করলে দেখা যায়, বাঙালিদের মতো মুসলিম জাতিকে বশে রাখার জন্য ভাষাও একটি পদ্ধতি অবলম্বন করতে চেয়েছিলেন। উদাহরণ স্বরূপ উল্লেখ্য, উলিয়াম ই. গ্ল্যাডস্টোন, চারবার গ্রেট ব্রিটেনের প্রধানমন্ত্রী হয়েছিলেন, ইংলিশ সংসদে বলতেন, 'যতদিন আল-কোরআন থাকবে, ততদিন ইউরোপ কোনোভাবেই ইসলামিক ইস্ট জয় করতে পারবে না।' অনুরূপভাবে আলজিরিয়া দখলের শতবর্ষপূর্তি উপলক্ষে ফ্রেঞ্চ কলোনিয়াল গভর্নর বলেছিলেন, 'আমরা অবশ্যই আল-কোরআনকে সরিয়ে দিতে হবে, তাদের মুখের আরবি ভাষাকে সরিয়ে দিতে হবে, যদি আমরা তাদের জয় করতে চাই।' (ড. আমাল আল-ইন বাহারুসুর, সচিকিতার আল-কোরআন বোবার অক্ষমতা)।: [43, 726, 511, 1494]
